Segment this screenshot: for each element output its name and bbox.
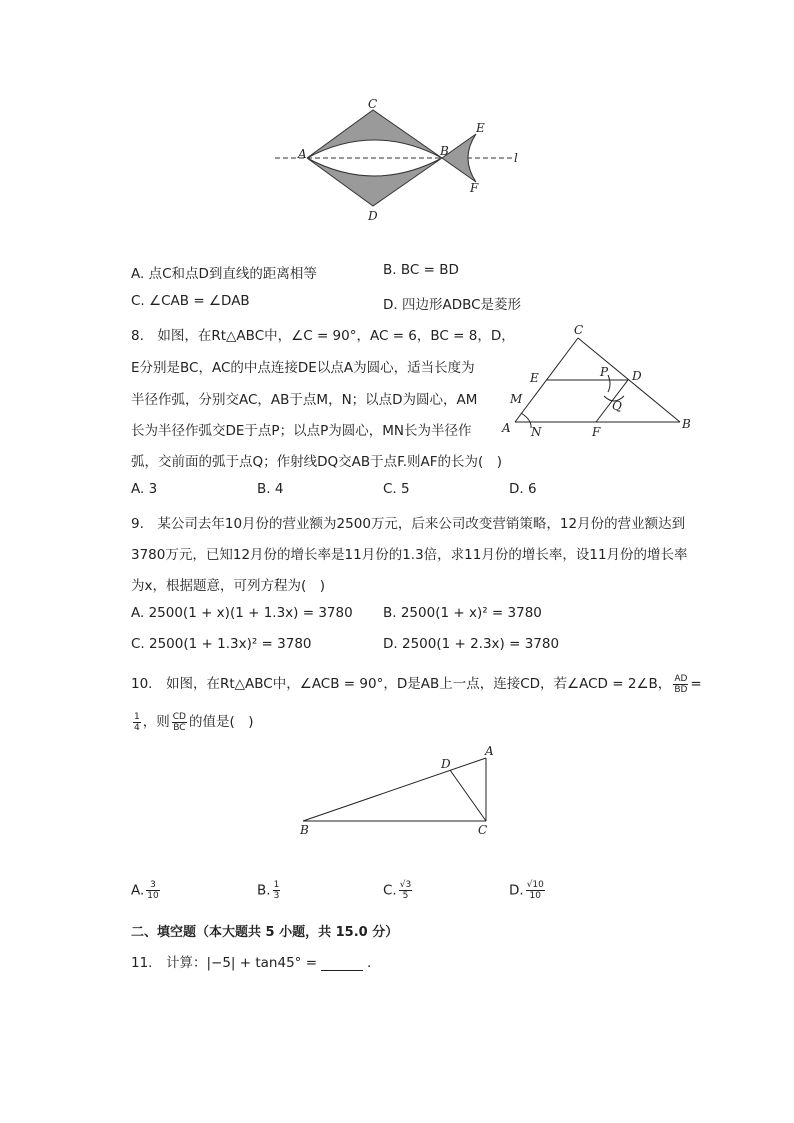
q8-line-2: E分别是BC，AC的中点连接DE以点A为圆心，适当长度为 (131, 360, 475, 376)
label-Q: Q (612, 399, 622, 413)
q10-option-d: D. $\frac{√10}{10}$ (509, 880, 544, 901)
q11-line (131, 951, 371, 971)
label-M: M (510, 392, 523, 406)
q10-option-c: C. $\frac{√3}{5}$ (383, 880, 412, 901)
label-F: F (592, 425, 601, 439)
label-D: D (441, 757, 451, 771)
label-C: C (368, 97, 378, 111)
figure-q7-fish (260, 92, 540, 227)
q10-stem: 10. 如图，在Rt△ABC中，∠ACB = 90°，D是AB上一点，连接CD，若∠ACD = 2∠B， (131, 676, 672, 692)
q10-line-1 (131, 672, 702, 695)
q8-option-b: B. 4 (257, 481, 284, 497)
label-A: A (502, 421, 511, 435)
label-A: A (298, 147, 307, 161)
label-C: C (574, 323, 584, 337)
q10-line-2 (131, 710, 254, 733)
q7-option-d: D. 四边形ADBC是菱形 (383, 297, 522, 313)
q9-option-b: B. 2500(1 + x)² = 3780 (383, 605, 542, 621)
label-B: B (440, 144, 449, 158)
q7-option-a: A. 点C和点D到直线的距离相等 (131, 266, 317, 282)
q10-option-a: A. $\frac{3}{10}$ (131, 880, 159, 901)
q9-option-d: D. 2500(1 + 2.3x) = 3780 (383, 636, 560, 652)
q8-option-c: C. 5 (383, 481, 410, 497)
q8-line-4: 长为半径作弧交DE于点P；以点P为圆心，MN长为半径作 (131, 423, 472, 439)
q8-option-a: A. 3 (131, 481, 158, 497)
q9-line-1: 9. 某公司去年10月份的营业额为2500万元，后来公司改变营销策略，12月份的营业额达到 (131, 516, 686, 532)
q7-option-b: B. BC = BD (383, 262, 459, 278)
q10-tail: 的值是( ) (188, 714, 254, 730)
q11-text: 11. 计算：|−5| + tan45° = (131, 955, 318, 971)
label-E: E (530, 371, 539, 385)
q9-line-3: 为x，根据题意，可列方程为( ) (131, 578, 326, 594)
label-N: N (531, 425, 542, 439)
answer-blank[interactable] (321, 956, 363, 971)
q7-option-c: C. ∠CAB = ∠DAB (131, 293, 250, 309)
q11-end: . (367, 955, 372, 971)
q8-line-3: 半径作弧，分别交AC，AB于点M，N；以点D为圆心，AM (131, 392, 478, 408)
q10-equals: = (690, 676, 702, 692)
label-l: l (514, 151, 518, 165)
label-B: B (300, 823, 309, 837)
label-C: C (478, 823, 488, 837)
label-D: D (368, 209, 378, 223)
figure-q8-triangle (500, 320, 700, 440)
q8-option-d: D. 6 (509, 481, 537, 497)
label-A: A (485, 744, 494, 758)
label-P: P (600, 365, 609, 379)
label-D: D (632, 369, 642, 383)
frac-one-quarter: $\frac{1}{4}$ (134, 711, 140, 733)
q9-line-2: 3780万元，已知12月份的增长率是11月份的1.3倍，求11月份的增长率，设11月份的增长率 (131, 547, 688, 563)
label-B: B (682, 417, 691, 431)
q9-option-a: A. 2500(1 + x)(1 + 1.3x) = 3780 (131, 605, 353, 621)
q8-line-1: 8. 如图，在Rt△ABC中，∠C = 90°，AC = 6，BC = 8，D， (131, 328, 515, 344)
figure-q10-triangle (295, 740, 505, 840)
q10-option-b: B. $\frac{1}{3}$ (257, 880, 280, 901)
frac-cd-bc: $\frac{CD}{BC}$ (172, 711, 186, 733)
label-E: E (476, 121, 485, 135)
section-heading: 二、填空题（本大题共 5 小题，共 15.0 分） (131, 925, 399, 940)
q10-then: ，则 (142, 714, 170, 730)
q9-option-c: C. 2500(1 + 1.3x)² = 3780 (131, 636, 312, 652)
q8-line-5: 弧，交前面的弧于点Q；作射线DQ交AB于点F.则AF的长为( ) (131, 454, 503, 470)
frac-ad-bd: $\frac{AD}{BD}$ (674, 673, 688, 695)
label-F: F (470, 181, 479, 195)
